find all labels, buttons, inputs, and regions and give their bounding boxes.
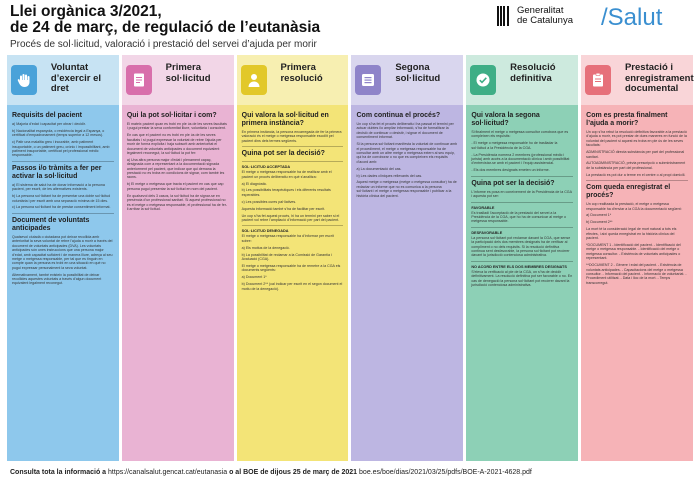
column-header [466,55,578,105]
column-body [237,105,349,461]
section-text: Qualsevol ciutadà o ciutadana pot deixar recollida amb anterioritat la seva voluntat de rebre l’ajuda a morir a través del document de voluntats anticipades (DVA). Les voluntats anticipades són unes instruccions que una persona major d’edat, amb capacitat suficient i de manera lliure, adreça al seu metge o metgessa responsable, per tal que es tinguin en compte quan la persona es trobi en una situació en què no pugui expressar personalment la seva voluntat. [12,234,113,270]
section-text: Es traslladi l’acceptació de la prestació del servei a la Presidència de la CGA, que ho ha de comunicar al metge o metgessa responsable. [471,210,567,224]
section-heading: Qui valora la segona sol·licitud? [471,112,540,127]
section-text: El metge o metgessa responsable ha de remetre a la CGA els documents següents: [241,263,341,273]
section-heading: Document de voluntats anticipades [12,216,90,232]
section-label: SOL·LICITUD DENEGADA [241,229,289,234]
page-title [10,4,460,36]
column-body [351,105,463,461]
section-label: DESFAVORABLE [471,230,503,235]
column-header [122,55,234,105]
section-text: - El metge o metgessa responsable ho de traslladar la sol·licitud a la Presidència de la CGA. [471,141,558,150]
section-text: b) Nacionalitat espanyola, o residència legal a Espanya, o certificat d’empadronament (temps superior a 12 mesos). [12,128,105,138]
page-subtitle: Procés de sol·licitud, valoració i prestació del servei d’ajuda per morir [10,39,317,50]
column-body [122,105,234,461]
section-text: a) El sistema de salut ha de donar informació a la persona pacient, per escrit, de les alternatives existents. [12,182,105,192]
section-heading: Requisits del pacient [12,112,83,119]
section-text: El metge o metgessa responsable ha d’informar per escrit sobre: [241,234,334,243]
section-heading: Qui la pot sol·licitar i com? [126,112,217,119]
title-line-1: Llei orgànica 3/2021, [10,3,162,20]
process-column-2 [122,55,234,461]
process-column-3 [237,55,349,461]
section-text: - La Presidència nomena 2 membres (professional mèdic i jurista) amb accés a la documentació clínica i amb possibilitat d’entrevistar-se amb el pacient i l’equip assistencial. [471,152,570,166]
section-text: a) La documentació del cas. [356,166,402,171]
section-divider [471,261,573,262]
section-label: NO ACORD ENTRE ELS DOS MEMBRES DESIGNATS [471,264,567,269]
section-divider [12,161,114,162]
section-text: b) Les dades clíniques rellevants del cas. [356,173,423,178]
section-text: La prestació es pot dur a terme en el centre o al propi domicili. [586,172,686,177]
section-text: c) La persona sol·licitant ha de prestar consentiment informat. [12,205,111,210]
section-text: En qualsevol dels 3 casos, la sol·licitud ha de signar-se en presència d’un professional sanitari. Si aquest professional no és el metge o metgessa responsable, el professional ha de fer-li arribar la sol·licitud. [126,193,228,211]
section-text: La mort té la consideració legal de mort natural a tots els efectes, i així queda enregistrat en la història clínica del pacient. [586,227,677,241]
section-text: - Els dos membres designats emeten un informe. [471,168,550,173]
footer-boe-text: o al BOE de dijous 25 de març de 2021 [229,469,358,476]
section-text: *DOCUMENT 1 - Identificació del pacient. - Identificació del metge o metgessa responsable. - Identificació del metge o metgessa consultor. - Existència de voluntats anticipades o representant. [586,243,681,261]
person-icon [241,65,267,95]
gencat-brand [497,6,573,26]
section-text: El metge o metgessa responsable ha de realitzar amb el pacient un procés deliberatiu en què s’analitza: [241,170,332,179]
column-title: Segona sol·licitud [395,62,441,84]
section-heading: Com continua el procés? [356,112,441,119]
column-header [7,55,119,105]
section-text: Un cop s’ha fet aquest procés, hi ha un termini per saber si el pacient vol rebre l’ampliació d’informació per part del pacient. [241,213,340,222]
section-text: a) El diagnòstic. [241,181,268,186]
section-text: c) Les possibles cures pal·liatives. [241,199,297,204]
process-column-6 [581,55,693,461]
section-heading: Quina pot ser la decisió? [241,150,325,158]
hand-icon [11,65,37,95]
salut-logo: /Salut [601,4,663,31]
column-body [581,105,693,461]
title-line-2: de 24 de març, de regulació de l’eutanàsia [10,19,321,36]
section-text: Si finalment el metge o metgessa consultor corrobora que es compleixen els requisits: [471,130,569,139]
section-text: a) Document 1* [241,275,267,280]
section-text: Un cop s’ha fet el procés deliberatiu i ha passat el termini per actuar dubtes i/o ampliar informació, s’ha de formalitzar la decisió de continuar o desistir, i signar el document de consentiment informat. [356,122,454,140]
process-column-4 [351,55,463,461]
footer-lead: Consulta tota la informació a [10,469,107,476]
section-text: b) El metge o metgessa que tracta el pacient en cas que cap persona pugui presentar la sol·licitud en nom del pacient. [126,182,224,191]
section-text: Un cop realitzada la prestació, el metge o metgessa responsable ha d’enviar a la CGA la documentació següent: [586,202,682,211]
column-title: Voluntat d’exercir el dret [50,62,101,94]
gencat-name [517,6,573,26]
section-text: L’informe es posa en coneixement de la Presidència de la CGA i aquesta pot ser: [471,189,572,199]
section-divider [586,180,688,181]
section-label: FAVORABLE [471,205,495,210]
column-title: Resolució definitiva [510,62,556,84]
footer [10,469,690,476]
section-text: En primera instància, la persona encarregada de fer la primera valoració és el metge o metgessa responsable escollit pel pacient dins dels termes següents. [241,130,342,143]
column-title: Primera resolució [280,62,323,84]
section-text: Aquest metge o metgessa (metge o metgessa consultor) ha de redactar un informe que no es comunica a la persona sol·licitant i el metge o metgessa responsable i publicar a la història clínica del pacient. [356,180,457,198]
section-text: a) Els motius de la denegació. [241,245,290,250]
footer-link-canalsalut[interactable]: https://canalsalut.gencat.cat/eutanasia [108,469,228,476]
section-text: AUTOADMINISTRACIÓ, prèvia prescripció o subministrament de la substància per part del professional. [586,161,686,170]
section-text: b) Les possibilitats terapèutiques i els diferents resultats esperables. [241,188,331,197]
section-heading: Passos i/o tràmits a fer per activar la sol·licitud [12,164,102,180]
section-divider [471,227,573,228]
section-text: El mateix pacient quan es trobi en ple ús de les seves facultats i pugui prestar la seva conformitat lliure, voluntària i conscient. [126,122,227,131]
check-icon [470,65,496,95]
section-heading: Quina pot ser la decisió? [471,179,555,187]
section-text: b) La persona sol·licitant ha de presentar una doble sol·licitud voluntària i per escrit amb una separació mínima de 15 dies. [12,194,111,203]
section-divider [471,202,573,203]
column-body [466,105,578,461]
section-divider [12,213,114,214]
section-text: a) Document 1* [586,213,612,218]
section-text: Si la persona sol·licitant manifesta la voluntat de continuar amb el procediment, el metge o metgessa responsable ha de consultar amb un altre metge o metgessa extern al seu equip, qui ha de corroborar o no que es compleixen els requisits d’acord amb: [356,142,458,164]
section-text: En cas que el pacient no es trobi en ple ús de les seves facultats i si pugui expressar la voluntat de rebre l’ajuda per morir de forma explícita i haja subscrit amb anterioritat el document de voluntats anticipades o document equivalent legalment reconegut, la sol·licitud la pot fer: [126,133,222,155]
column-body [7,105,119,461]
column-header [237,55,349,105]
gencat-logo-icon [497,6,512,26]
process-columns [7,55,693,461]
section-text: b) La possibilitat de reclamar a la Comissió de Garantia i Avaluació (CGA). [241,252,332,261]
section-text: **DOCUMENT 2 - Gènere i edat del pacient. - Existència de voluntats anticipades. - Capacitacions del metge o metgessa consultor. - Informació del pacient. - Informació de voluntariat. - Procediment utilitzat. - Data i lloc de la mort. - Temps transcorregut. [586,263,687,285]
section-text: Aquesta informació també s’ha de facilitar per escrit. [241,206,326,211]
gencat-line-1: Generalitat [517,5,564,16]
section-label: SOL·LICITUD ACCEPTADA [241,165,291,170]
document-icon [126,65,152,95]
section-heading: Com queda enregistrat el procés? [586,184,671,200]
column-header [351,55,463,105]
section-text: a) Una altra persona major d’edat i plenament capaç, designada com a representant a la documentació signada anteriorment pel pacient, que indicar que qui demana la prestació no es troba en condicions de signar, com també les raons. [126,157,225,180]
column-header [581,55,693,105]
section-divider [242,225,344,226]
gencat-line-2: de Catalunya [517,15,573,26]
section-text: S’eleva la verificació al ple de la CGA, on s’ha de decidir definitivament. La resolució definitiva pot ser favorable o no. En cas de denegació la persona sol·licitant pot recórrer davant la jurisdicció contenciosa administrativa. [471,269,573,288]
section-text: ADMINISTRACIÓ directa substància per part del professional sanitari. [586,150,685,159]
column-title: Prestació i enregistrament documental [624,62,694,94]
section-text: c) Patir una malaltia greu i incurable, amb patiment insuportable, o un patiment greu, crònic i impossibilitant, amb patiment insuportable, certificat pel professional mèdic responsable. [12,140,110,158]
section-heading: Qui valora la sol·licitud en primera instància? [241,112,329,127]
section-divider [242,161,344,162]
process-column-1 [7,55,119,461]
clipboard-icon [585,65,611,95]
section-text: a) Majoria d’edat i capacitat per obrar i decidir. [12,122,86,126]
section-text: Un cop s’ha rebut la resolució definitiva favorable a la prestació d’ajuda a morir, es pot prestar de dues maneres en funció de la voluntat del pacient si aquest es troba en ple ús de les seves facultats: [586,130,687,148]
section-text: b) Document 2** [586,220,613,225]
process-column-5 [466,55,578,461]
section-divider [242,146,344,147]
title-block [10,4,460,50]
section-text: b) Document 2** (cal indicar per escrit en el segon document el motiu de la denegació). [241,282,343,291]
list-icon [355,65,381,95]
section-heading: Com es presta finalment l’ajuda a morir? [586,112,668,127]
column-title: Primera sol·licitud [165,62,211,84]
section-text: Alternativament, també existeix la possibilitat de deixar recollides aquestes voluntats a través d’algun document equivalent legalment reconegut. [12,272,102,286]
section-divider [471,176,573,177]
footer-link-boe[interactable]: boe.es/boe/dias/2021/03/25/pdfs/BOE-A-2021-4628.pdf [359,469,532,476]
section-text: La persona sol·licitant pot reclamar davant la CGA, que sense la participació dels dos membres designats ha de verificar al compliment o no dels requisits. Si la resolució definitiva continua sent desfavorable, la persona sol·licitant pot recórrer davant la jurisdicció contenciosa administrativa. [471,235,571,258]
